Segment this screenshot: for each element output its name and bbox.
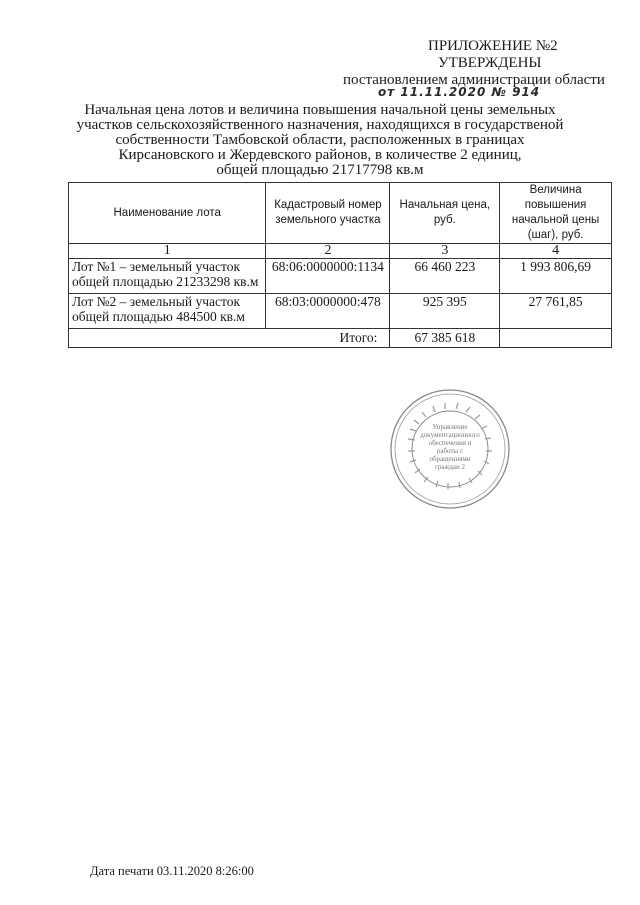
col-number: 3 <box>390 244 500 259</box>
print-date: Дата печати 03.11.2020 8:26:00 <box>90 864 254 878</box>
appendix-label: ПРИЛОЖЕНИЕ №2 <box>428 38 558 54</box>
table-row <box>69 294 612 329</box>
column-number-row <box>69 244 612 259</box>
seal-center-text: Управление документационного обеспечения и работы с обращениями граждан 2 <box>420 423 480 471</box>
resolution-label: постановлением администрации области <box>343 72 605 88</box>
official-seal <box>388 387 512 511</box>
col-header-cadastral: Кадастровый номер земельного участка <box>266 183 390 244</box>
col-number: 4 <box>500 244 612 259</box>
title-line-5: общей площадью 21717798 кв.м <box>216 162 424 178</box>
col-header-step: Величина повышения начальной цены (шаг), руб. <box>500 183 612 244</box>
step-cell: 1 993 806,69 <box>500 259 612 294</box>
col-header-lot-name: Наименование лота <box>69 183 266 244</box>
table-row <box>69 259 612 294</box>
total-empty-cell <box>500 329 612 348</box>
total-label: Итого: <box>69 329 390 348</box>
step-cell: 27 761,85 <box>500 294 612 329</box>
title-line-1: Начальная цена лотов и величина повышения начальной цены земельных <box>84 102 556 118</box>
total-value: 67 385 618 <box>390 329 500 348</box>
handwritten-date-number: от 11.11.2020 № 914 <box>378 85 541 99</box>
lots-table <box>68 182 612 348</box>
col-number: 2 <box>266 244 390 259</box>
table-header-row <box>69 183 612 244</box>
lot-name-cell: Лот №2 – земельный участок общей площадью 484500 кв.м <box>69 294 266 329</box>
cadastral-cell: 68:03:0000000:478 <box>266 294 390 329</box>
title-line-2: участков сельскохозяйственного назначения, находящихся в государственой <box>76 117 564 133</box>
col-number: 1 <box>69 244 266 259</box>
lot-name-cell: Лот №1 – земельный участок общей площадью 21233298 кв.м <box>69 259 266 294</box>
col-header-price: Начальная цена, руб. <box>390 183 500 244</box>
cadastral-cell: 68:06:0000000:1134 <box>266 259 390 294</box>
approved-label: УТВЕРЖДЕНЫ <box>438 55 542 71</box>
price-cell: 925 395 <box>390 294 500 329</box>
total-row <box>69 329 612 348</box>
title-line-4: Кирсановского и Жердевского районов, в количестве 2 единиц, <box>118 147 522 163</box>
price-cell: 66 460 223 <box>390 259 500 294</box>
title-line-3: собственности Тамбовской области, расположенных в границах <box>115 132 525 148</box>
